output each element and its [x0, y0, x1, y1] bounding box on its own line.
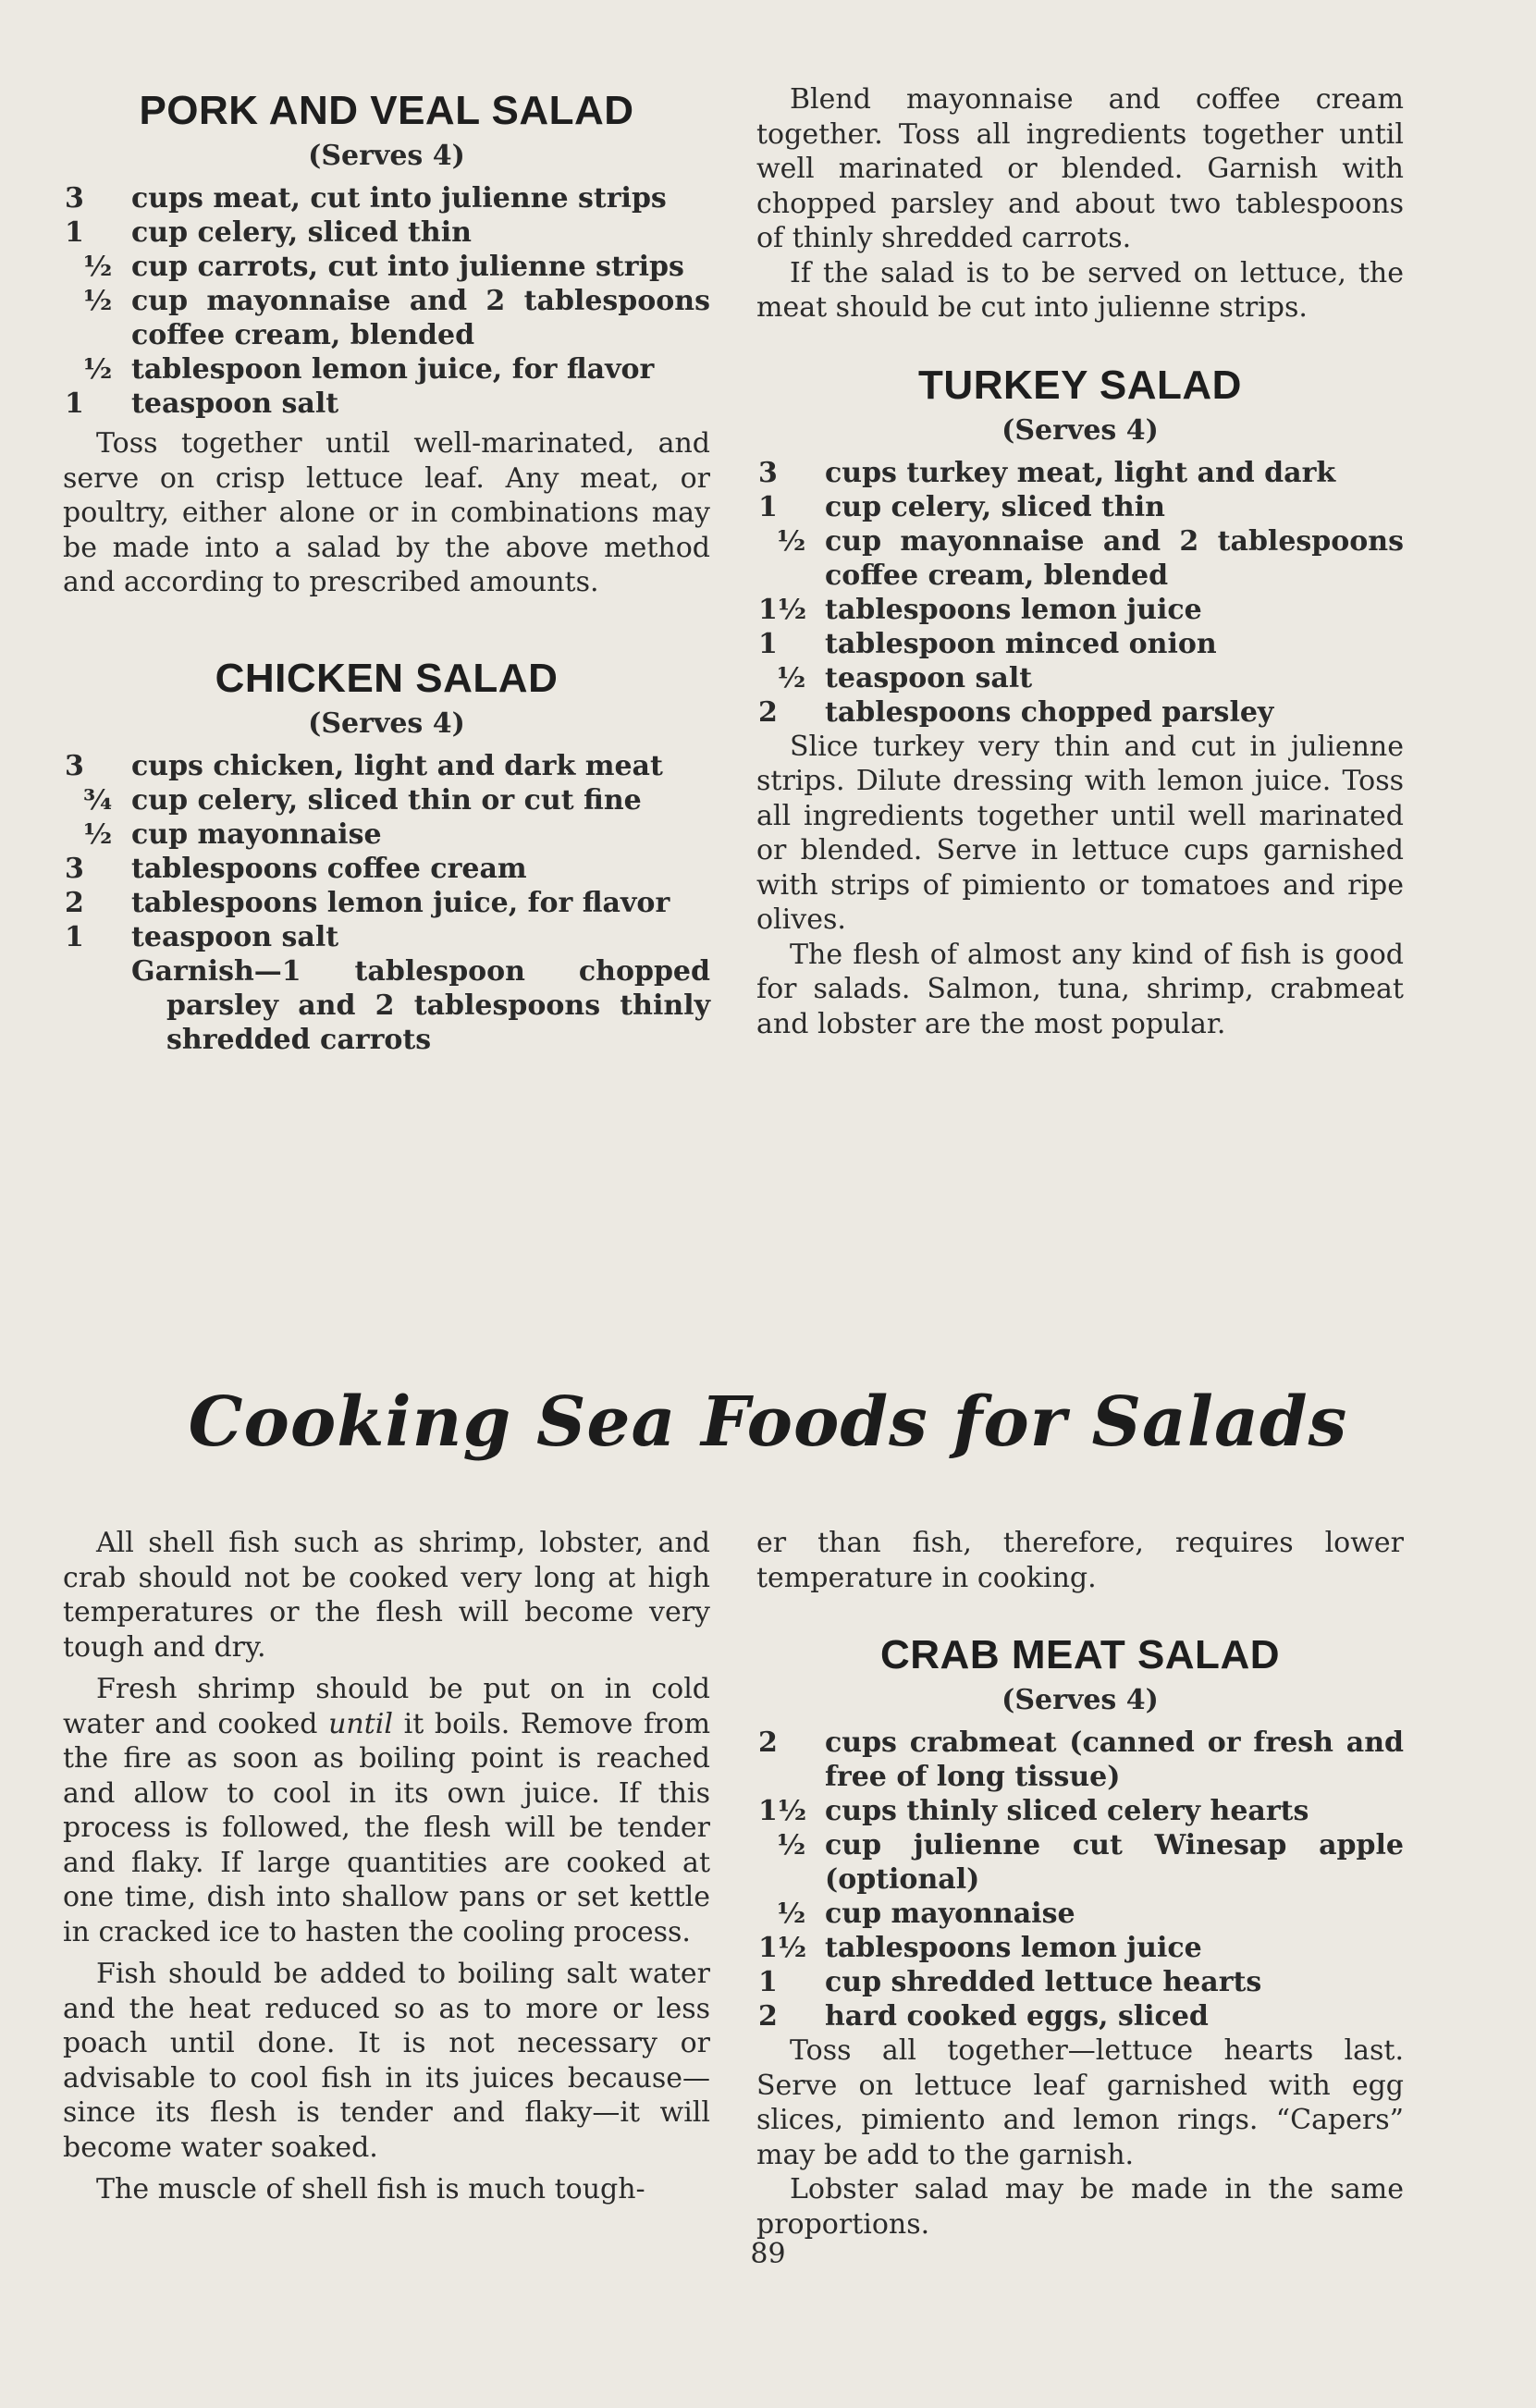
ingredient — [756, 627, 1404, 661]
crab-meat-recipe — [756, 1632, 1404, 2242]
ingredient — [756, 1897, 1404, 1931]
ingredient-qty: ½ — [83, 353, 113, 386]
instructions-paragraph: The flesh of almost any kind of fish is good for salads. Salmon, tuna, shrimp, crabmeat and lobster are the most popular. — [756, 938, 1404, 1040]
ingredient — [63, 817, 710, 852]
ingredient-text: cup celery, sliced thin — [131, 216, 472, 249]
ingredient — [63, 852, 710, 886]
ingredient-list — [756, 456, 1404, 730]
ingredient-text: cups thinly sliced celery hearts — [825, 1795, 1309, 1827]
ingredient — [63, 250, 710, 284]
ingredient-text: cup julienne cut Winesap apple (optional) — [825, 1829, 1404, 1896]
ingredient — [756, 1965, 1404, 1999]
ingredient-qty: ½ — [777, 1829, 806, 1861]
ingredient-qty: ½ — [83, 251, 113, 283]
ingredient-qty: ½ — [777, 661, 806, 694]
ingredient — [63, 749, 710, 783]
ingredient-text: tablespoons coffee cream — [131, 852, 527, 885]
ingredient-text: tablespoons chopped parsley — [825, 695, 1274, 729]
chicken-recipe — [63, 656, 710, 1057]
ingredient-qty: 3 — [65, 852, 84, 885]
ingredient-qty: 2 — [65, 886, 84, 919]
ingredient-qty: 1½ — [758, 1932, 807, 1964]
ingredient-text: cups meat, cut into julienne strips — [131, 182, 667, 215]
ingredient — [756, 456, 1404, 490]
ingredient-text: cup mayonnaise — [131, 817, 382, 851]
ingredient — [756, 695, 1404, 730]
left-bottom-column — [63, 1526, 710, 2207]
spacer — [63, 600, 710, 656]
ingredient — [63, 181, 710, 215]
serves-label: (Serves 4) — [1001, 413, 1159, 447]
ingredient-qty: 1 — [65, 920, 84, 953]
ingredient-qty: 1 — [758, 627, 778, 660]
section-heading: Cooking Sea Foods for Salads — [188, 1382, 1348, 1462]
ingredient-text: cup shredded lettuce hearts — [825, 1966, 1262, 1998]
ingredient-text: cup celery, sliced thin or cut fine — [131, 783, 642, 817]
ingredient — [756, 593, 1404, 627]
ingredient-text: cups crabmeat (canned or fresh and free of long tissue) — [825, 1726, 1404, 1793]
page-number: 89 — [750, 2238, 786, 2270]
ingredient-text: tablespoons lemon juice — [825, 1932, 1202, 1964]
ingredient-text: tablespoons lemon juice, for flavor — [131, 886, 670, 919]
right-bottom-column — [756, 1526, 1404, 2242]
serves-label: (Serves 4) — [1001, 1684, 1159, 1716]
ingredient — [756, 661, 1404, 695]
ingredient — [63, 387, 710, 421]
serves-label: (Serves 4) — [308, 706, 465, 740]
instructions-paragraph: Lobster salad may be made in the same proportions. — [756, 2173, 1404, 2241]
instructions-paragraph: Toss all together—lettuce hearts last. Serve on lettuce leaf garnished with egg slices, pimiento and lemon rings. “Capers” may be add to the garnish. — [756, 2034, 1404, 2171]
ingredient — [63, 215, 710, 250]
ingredient-qty: 1 — [65, 387, 84, 420]
ingredient-text: cup mayonnaise — [825, 1898, 1075, 1930]
ingredient-qty: 3 — [65, 749, 84, 782]
ingredient-list — [756, 1726, 1404, 2033]
body-paragraph: The muscle of shell fish is much tough- — [96, 2173, 645, 2205]
ingredient-list — [63, 749, 710, 1057]
ingredient-qty: 2 — [758, 1726, 778, 1759]
ingredient-list — [63, 181, 710, 421]
left-top-column — [63, 88, 710, 1057]
ingredient-text: Garnish—1 tablespoon chopped parsley and 2 tablespoons thinly shredded carrots — [131, 954, 710, 1056]
body-paragraph: All shell fish such as shrimp, lobster, and crab should not be cooked very long at high temperatures or the flesh will become very tough and dry. — [63, 1527, 710, 1664]
ingredient-qty: ½ — [777, 1898, 806, 1930]
ingredient-qty — [63, 954, 131, 1057]
ingredient-text: teaspoon salt — [131, 387, 339, 420]
ingredient-qty: ½ — [83, 817, 113, 851]
pork-veal-recipe — [63, 88, 710, 600]
ingredient-text: cup carrots, cut into julienne strips — [131, 251, 684, 283]
ingredient-text: teaspoon salt — [131, 920, 339, 953]
ingredient — [63, 920, 710, 954]
ingredient-text: cup celery, sliced thin — [825, 490, 1165, 523]
body-paragraph — [63, 1672, 710, 1949]
instructions-paragraph: If the salad is to be served on lettuce, the meat should be cut into julienne strips. — [756, 256, 1404, 324]
ingredient-text: cup mayonnaise and 2 tablespoons coffee cream, blended — [131, 285, 710, 351]
ingredient — [756, 1828, 1404, 1897]
ingredient-qty: 1 — [758, 490, 778, 523]
ingredient-qty: 1 — [758, 1966, 778, 1998]
ingredient-text: cups turkey meat, light and dark — [825, 456, 1336, 489]
ingredient-qty: ½ — [777, 524, 806, 558]
ingredient-text: cup mayonnaise and 2 tablespoons coffee cream, blended — [825, 524, 1404, 592]
ingredient-qty: ½ — [83, 285, 113, 317]
ingredient-text: teaspoon salt — [825, 661, 1033, 694]
ingredient-text: tablespoon lemon juice, for flavor — [131, 353, 655, 386]
recipe-title: TURKEY SALAD — [918, 362, 1242, 408]
ingredient-text: hard cooked eggs, sliced — [825, 2000, 1209, 2033]
ingredient-qty: 3 — [758, 456, 778, 489]
ingredient-qty: 1½ — [758, 593, 807, 626]
ingredient — [756, 524, 1404, 593]
ingredient — [63, 284, 710, 352]
body-paragraph: er than fish, therefore, requires lower temperature in cooking. — [756, 1527, 1404, 1594]
recipe-title: PORK AND VEAL SALAD — [139, 88, 634, 133]
ingredient — [63, 783, 710, 817]
ingredient — [756, 1794, 1404, 1828]
ingredient-qty: 1 — [65, 216, 84, 249]
ingredient — [756, 1726, 1404, 1794]
ingredient-text: cups chicken, light and dark meat — [131, 749, 663, 782]
ingredient-text: tablespoon minced onion — [825, 627, 1217, 660]
serves-label: (Serves 4) — [308, 140, 465, 172]
garnish-line — [63, 954, 710, 1057]
text-run: it boils. Remove from the fire as soon as boiling point is reached and allow to cool in its own juice. If this process is followed, the flesh will be tender and flaky. If large quantities are cooked at one time, dish into shallow pans or set kettle in cracked ice to hasten the cooling process. — [63, 1707, 711, 1948]
ingredient — [63, 886, 710, 920]
instructions-paragraph: Blend mayonnaise and coffee cream together. Toss all ingredients together until well marinated or blended. Garnish with chopped parsley and about two tablespoons of thinly shredded carrots. — [756, 83, 1404, 254]
ingredient — [756, 1931, 1404, 1965]
right-top-column — [756, 83, 1404, 1041]
recipe-title: CHICKEN SALAD — [215, 655, 559, 701]
ingredient-qty: ¾ — [83, 783, 113, 817]
emphasis-text: until — [328, 1707, 393, 1740]
turkey-recipe — [756, 362, 1404, 1042]
ingredient — [756, 490, 1404, 524]
ingredient-text: tablespoons lemon juice — [825, 593, 1202, 626]
ingredient — [63, 352, 710, 387]
text-run: Fresh shrimp should be put on in cold water and cooked — [63, 1673, 710, 1740]
recipe-title: CRAB MEAT SALAD — [880, 1632, 1280, 1677]
ingredient — [756, 1999, 1404, 2033]
instructions-paragraph: Toss together until well-marinated, and serve on crisp lettuce leaf. Any meat, or poultry, either alone or in combinations may be made into a salad by the above method and according to prescribed amounts. — [63, 427, 710, 598]
ingredient-qty: 3 — [65, 182, 84, 215]
instructions-paragraph: Slice turkey very thin and cut in julienne strips. Dilute dressing with lemon juice. Toss all ingredients together until well marinated or blended. Serve in lettuce cups garnished with strips of pimiento or tomatoes and ripe olives. — [756, 730, 1404, 936]
ingredient-qty: 2 — [758, 2000, 778, 2033]
body-paragraph: Fish should be added to boiling salt water and the heat reduced so as to more or less poach until done. It is not necessary or advisable to cool fish in its juices because—since its flesh is tender and flaky—it will become water soaked. — [63, 1958, 710, 2164]
ingredient-qty: 2 — [758, 695, 778, 729]
ingredient-qty: 1½ — [758, 1795, 807, 1827]
